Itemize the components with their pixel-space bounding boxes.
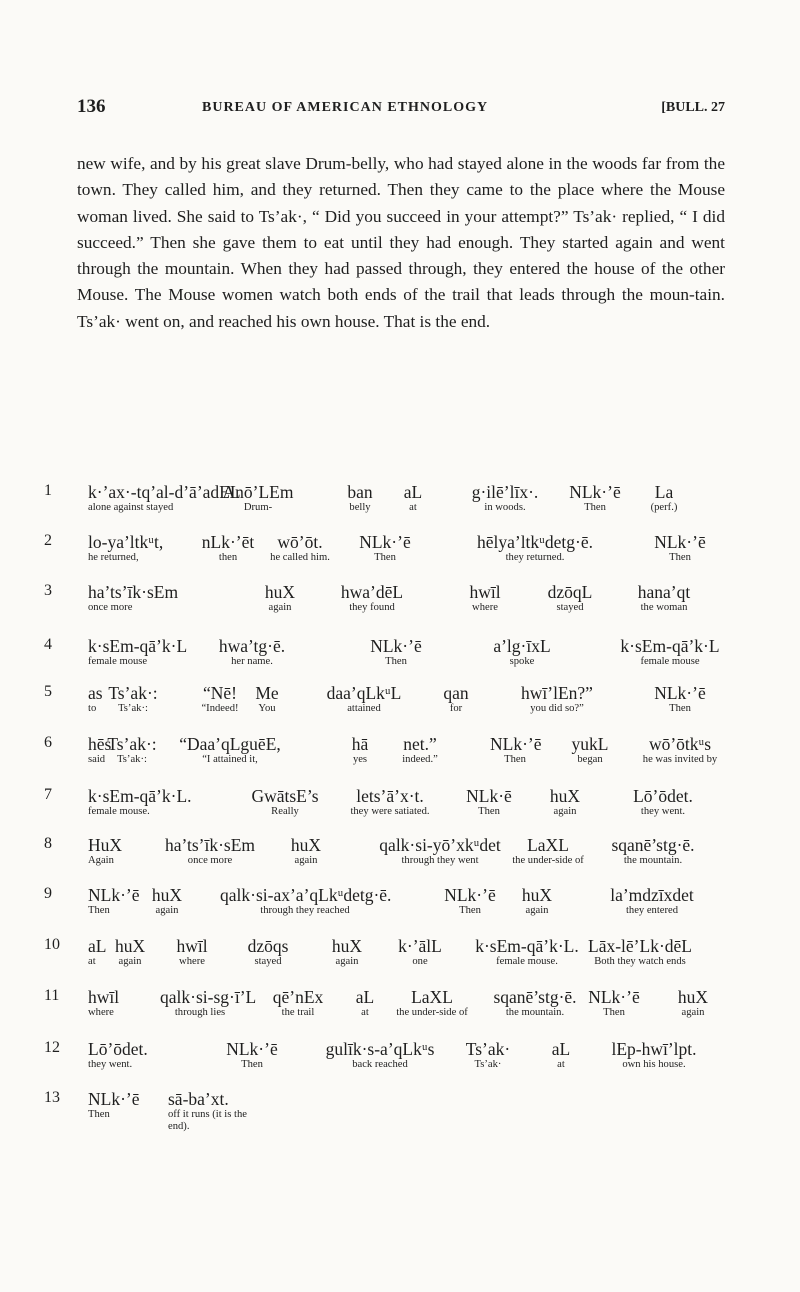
english-gloss: indeed.” xyxy=(402,754,438,765)
native-word: qalk·si-ax’a’qLkᵘdetg·ē. xyxy=(220,885,392,905)
english-gloss: Then xyxy=(241,1059,263,1070)
native-word: huX xyxy=(331,936,363,956)
english-gloss: the mountain. xyxy=(623,855,683,866)
word-pair xyxy=(350,987,380,1019)
word-pair xyxy=(286,835,326,867)
english-gloss: again xyxy=(268,602,292,613)
native-word: dzōqL xyxy=(547,582,593,602)
english-gloss: through they went xyxy=(401,855,479,866)
native-word: gulīk·s-a’qLkᵘs xyxy=(325,1039,435,1059)
native-word: as xyxy=(88,683,103,703)
native-word: qalk·si-yō’xkᵘdet xyxy=(379,835,501,855)
native-word: NLk·’ē xyxy=(226,1039,278,1059)
english-gloss: female mouse xyxy=(640,656,700,667)
english-gloss: then xyxy=(218,552,238,563)
native-word: aL xyxy=(403,482,423,502)
word-pair xyxy=(440,885,500,917)
english-gloss: Ts’ak·: xyxy=(117,754,147,765)
word-pair xyxy=(565,734,615,766)
native-word: NLk·’ē xyxy=(359,532,411,552)
word-pair xyxy=(603,835,703,867)
english-gloss: her name. xyxy=(231,656,273,667)
word-pair xyxy=(398,482,428,514)
english-gloss: one xyxy=(412,956,428,967)
english-gloss: Then xyxy=(88,905,110,916)
english-gloss: in woods. xyxy=(484,502,526,513)
native-word: hēlya’ltkᵘdetg·ē. xyxy=(476,532,594,552)
native-word: k·sEm-qā’k·L. xyxy=(88,786,192,806)
word-pair xyxy=(467,936,587,968)
word-pair xyxy=(395,987,470,1019)
word-pair xyxy=(482,636,562,668)
native-word: huX xyxy=(290,835,322,855)
word-pair xyxy=(345,786,435,818)
english-gloss: the mountain. xyxy=(505,1007,565,1018)
native-word: hwa’tg·ē. xyxy=(218,636,286,656)
native-word: k·’ālL xyxy=(398,936,442,956)
english-gloss: own his house. xyxy=(622,1059,686,1070)
native-word: Anō’LEm xyxy=(222,482,294,502)
word-pair xyxy=(115,936,145,968)
native-word: aL xyxy=(551,1039,571,1059)
native-word: HuX xyxy=(88,835,123,855)
word-pair xyxy=(155,835,265,867)
english-gloss: he called him. xyxy=(270,552,330,563)
native-word: Ts’ak· xyxy=(465,1039,511,1059)
word-pair xyxy=(88,987,119,1019)
word-pair xyxy=(450,482,560,514)
native-word: hana’qt xyxy=(637,582,691,602)
native-word: huX xyxy=(115,936,146,956)
word-pair xyxy=(460,582,510,614)
running-title: BUREAU OF AMERICAN ETHNOLOGY xyxy=(202,100,489,115)
line-number: 1 xyxy=(44,482,52,499)
word-pair xyxy=(172,936,212,968)
word-pair xyxy=(88,532,163,564)
page-number: 136 xyxy=(77,96,106,117)
line-number: 5 xyxy=(44,683,52,700)
english-gloss: at xyxy=(88,956,96,967)
line-number: 10 xyxy=(44,936,60,953)
english-gloss: alone against stayed xyxy=(88,502,174,513)
native-word: lEp-hwī’lpt. xyxy=(611,1039,697,1059)
word-pair xyxy=(160,987,257,1019)
english-gloss: at xyxy=(557,1059,565,1070)
native-word: ban xyxy=(347,482,373,502)
line-number: 11 xyxy=(44,987,60,1004)
word-pair xyxy=(624,582,704,614)
word-pair xyxy=(170,734,290,766)
word-pair xyxy=(88,786,192,818)
english-gloss: attained xyxy=(347,703,381,714)
english-gloss: once more xyxy=(187,855,233,866)
native-word: net.” xyxy=(403,734,437,754)
english-gloss: female mouse. xyxy=(496,956,558,967)
line-number: 3 xyxy=(44,582,52,599)
word-pair xyxy=(460,532,610,564)
native-word: NLk·ē xyxy=(466,786,512,806)
english-gloss: at xyxy=(409,502,417,513)
word-pair xyxy=(463,1039,513,1071)
native-word: “Nē! xyxy=(202,683,237,703)
english-gloss: for xyxy=(449,703,463,714)
native-word: LaXL xyxy=(411,987,453,1007)
native-word: NLk·’ē xyxy=(490,734,542,754)
native-word: g·ilē’līx·. xyxy=(471,482,539,502)
english-gloss: belly xyxy=(349,502,371,513)
english-translation-paragraph: new wife, and by his great slave Drum-belly, who had stayed alone in the woods far from the town. They called him, and they returned. Then they came to the place where the Mouse woman lived. She said to Ts’ak·, “ Did you succeed in your attempt?” Ts’ak· replied, “ I did succeed.” Then she gave them to eat until they had enough. They started again and went through the mountain. When they had passed through, they entered the house of the other Mouse. The Mouse women watch both ends of the trail that leads through the moun-tain. Ts’ak· went on, and reached his own house. That is the end. xyxy=(77,154,725,331)
english-gloss: Again xyxy=(88,855,114,866)
word-pair xyxy=(190,683,250,715)
english-gloss: Then xyxy=(88,1109,110,1120)
word-pair xyxy=(602,885,702,917)
english-gloss: (perf.) xyxy=(650,502,678,513)
english-gloss: they went. xyxy=(88,1059,133,1070)
english-gloss: at xyxy=(361,1007,369,1018)
word-pair xyxy=(97,734,167,766)
word-pair xyxy=(668,987,718,1019)
english-gloss: the under-side of xyxy=(396,1007,468,1018)
word-pair xyxy=(88,885,140,917)
native-word: ha’ts’īk·sEm xyxy=(88,582,179,602)
native-word: k·sEm-qā’k·L. xyxy=(475,936,579,956)
word-pair xyxy=(366,636,426,668)
english-gloss: Then xyxy=(478,806,500,817)
english-gloss: where xyxy=(472,602,498,613)
english-gloss: they went. xyxy=(640,806,686,817)
native-word: Lāx-lē’Lk·dēL xyxy=(588,936,692,956)
word-pair xyxy=(490,734,540,766)
native-word: huX xyxy=(677,987,709,1007)
english-gloss: again xyxy=(525,905,549,916)
word-pair xyxy=(395,936,445,968)
english-gloss: Then xyxy=(584,502,606,513)
word-pair xyxy=(650,532,710,564)
word-pair xyxy=(599,1039,709,1071)
native-word: NLk·’ē xyxy=(444,885,496,905)
english-gloss: female mouse xyxy=(88,656,148,667)
native-word: huX xyxy=(264,582,296,602)
word-pair xyxy=(245,786,325,818)
native-word: sqanē’stg·ē. xyxy=(611,835,695,855)
native-word: daa’qLkᵘL xyxy=(326,683,402,703)
native-word: qalk·si-sg·ī’L xyxy=(160,987,257,1007)
english-gloss: You xyxy=(258,703,276,714)
english-gloss: yes xyxy=(352,754,368,765)
word-pair xyxy=(243,936,293,968)
word-pair xyxy=(315,1039,445,1071)
english-gloss: “Indeed! xyxy=(201,703,239,714)
native-word: la’mdzīxdet xyxy=(610,885,694,905)
english-gloss: again xyxy=(118,956,142,967)
english-gloss: stayed xyxy=(254,956,282,967)
native-word: ha’ts’īk·sEm xyxy=(164,835,256,855)
word-pair xyxy=(260,582,300,614)
word-pair xyxy=(88,1089,140,1121)
english-gloss: again xyxy=(335,956,359,967)
english-gloss: they were satiated. xyxy=(350,806,430,817)
native-word: yukL xyxy=(571,734,609,754)
native-word: lo-ya’ltkᵘt, xyxy=(88,532,164,552)
word-pair xyxy=(508,835,588,867)
english-gloss: Ts’ak·: xyxy=(118,703,148,714)
english-gloss: Both they watch ends xyxy=(594,956,686,967)
english-gloss: they entered xyxy=(625,905,679,916)
word-pair xyxy=(213,482,303,514)
native-word: NLk·’ē xyxy=(88,885,140,905)
word-pair xyxy=(640,734,720,766)
word-pair xyxy=(546,1039,576,1071)
english-gloss: you did so?” xyxy=(530,703,584,714)
english-gloss: they returned. xyxy=(505,552,565,563)
word-pair xyxy=(88,582,178,614)
word-pair xyxy=(580,936,700,968)
line-number: 12 xyxy=(44,1039,60,1056)
english-gloss: stayed xyxy=(556,602,584,613)
line-number: 8 xyxy=(44,835,52,852)
native-word: wō’ōt. xyxy=(277,532,323,552)
native-word: hēs xyxy=(88,734,112,754)
native-word: k·’ax·-tq’al-d’ā’adEL xyxy=(88,482,241,502)
word-pair xyxy=(340,734,380,766)
word-pair xyxy=(545,786,585,818)
english-gloss: again xyxy=(553,806,577,817)
native-word: hwī’lEn?” xyxy=(521,683,593,703)
native-word: NLk·’ē xyxy=(654,532,706,552)
word-pair xyxy=(168,1089,258,1133)
word-pair xyxy=(335,482,385,514)
native-word: hwīl xyxy=(176,936,208,956)
word-pair xyxy=(644,482,684,514)
word-pair xyxy=(314,683,414,715)
native-word: huX xyxy=(549,786,581,806)
page-header xyxy=(77,96,725,124)
word-pair xyxy=(502,683,612,715)
native-word: La xyxy=(654,482,674,502)
native-word: hā xyxy=(351,734,369,754)
word-pair xyxy=(355,532,415,564)
word-pair xyxy=(207,636,297,668)
english-gloss: again xyxy=(681,1007,705,1018)
line-number: 2 xyxy=(44,532,52,549)
english-gloss: Then xyxy=(385,656,407,667)
line-number: 6 xyxy=(44,734,52,751)
english-gloss: they found xyxy=(349,602,395,613)
word-pair xyxy=(198,532,258,564)
english-gloss: Drum- xyxy=(243,502,273,513)
native-word: dzōqs xyxy=(247,936,289,956)
english-gloss: Really xyxy=(271,806,299,817)
english-gloss: he was invited by xyxy=(642,754,718,765)
native-word: sqanē’stg·ē. xyxy=(493,987,577,1007)
english-gloss: he returned, xyxy=(88,552,139,563)
english-gloss: off it runs (it is the end). xyxy=(168,1109,247,1132)
word-pair xyxy=(88,683,103,715)
english-gloss: said xyxy=(88,754,106,765)
word-pair xyxy=(390,734,450,766)
english-gloss: where xyxy=(179,956,205,967)
native-word: k·sEm-qā’k·L xyxy=(88,636,188,656)
word-pair xyxy=(327,936,367,968)
english-gloss: where xyxy=(88,1007,114,1018)
native-word: qē’nEx xyxy=(272,987,324,1007)
english-gloss: again xyxy=(294,855,318,866)
word-pair xyxy=(615,636,725,668)
word-pair xyxy=(88,936,106,968)
native-word: lets’ā’x·t. xyxy=(356,786,424,806)
line-number: 4 xyxy=(44,636,52,653)
word-pair xyxy=(220,885,390,917)
english-gloss: spoke xyxy=(509,656,535,667)
word-pair xyxy=(317,582,427,614)
line-number: 7 xyxy=(44,786,52,803)
native-word: NLk·’ē xyxy=(654,683,706,703)
native-word: hwa’dēL xyxy=(340,582,404,602)
word-pair xyxy=(88,1039,148,1071)
english-gloss: began xyxy=(577,754,603,765)
native-word: Ts’ak·: xyxy=(107,734,157,754)
english-gloss: Then xyxy=(669,703,691,714)
english-gloss: Then xyxy=(504,754,526,765)
native-word: “Daa’qLguēE, xyxy=(179,734,281,754)
word-pair xyxy=(436,683,476,715)
word-pair xyxy=(480,987,590,1019)
english-gloss: “I attained it, xyxy=(202,754,258,765)
english-gloss: again xyxy=(155,905,179,916)
english-gloss: female mouse. xyxy=(88,806,150,817)
english-gloss: Then xyxy=(459,905,481,916)
native-word: Ts’ak·: xyxy=(108,683,158,703)
word-pair xyxy=(459,786,519,818)
native-word: Me xyxy=(255,683,279,703)
native-word: wō’ōtkᵘs xyxy=(648,734,712,754)
native-word: hwīl xyxy=(469,582,501,602)
native-word: huX xyxy=(151,885,183,905)
native-word: qan xyxy=(443,683,469,703)
english-gloss: the trail xyxy=(281,1007,315,1018)
english-gloss: Ts’ak· xyxy=(474,1059,502,1070)
word-pair xyxy=(568,482,623,514)
native-word: NLk·’ē xyxy=(370,636,422,656)
word-pair xyxy=(517,885,557,917)
word-pair xyxy=(247,683,287,715)
english-gloss: through they reached xyxy=(260,905,350,916)
native-word: LaXL xyxy=(527,835,569,855)
word-pair xyxy=(360,835,520,867)
word-pair xyxy=(540,582,600,614)
native-word: NLk·’ē xyxy=(569,482,621,502)
line-number: 13 xyxy=(44,1089,60,1106)
line-number: 9 xyxy=(44,885,52,902)
word-pair xyxy=(147,885,187,917)
word-pair xyxy=(103,683,163,715)
native-word: GwātsE’s xyxy=(251,786,319,806)
english-gloss: Then xyxy=(603,1007,625,1018)
native-word: sā-ba’xt. xyxy=(168,1089,229,1109)
native-word: Lō’ōdet. xyxy=(88,1039,148,1059)
native-word: NLk·’ē xyxy=(88,1089,140,1109)
word-pair xyxy=(263,987,333,1019)
native-word: k·sEm-qā’k·L xyxy=(620,636,720,656)
word-pair xyxy=(650,683,710,715)
native-word: aL xyxy=(355,987,375,1007)
native-word: NLk·’ē xyxy=(588,987,640,1007)
english-gloss: through lies xyxy=(174,1007,226,1018)
word-pair xyxy=(222,1039,282,1071)
native-word: a’lg·īxL xyxy=(493,636,551,656)
native-word: Lō’ōdet. xyxy=(633,786,693,806)
word-pair xyxy=(584,987,644,1019)
english-gloss: Then xyxy=(374,552,396,563)
english-gloss: back reached xyxy=(352,1059,408,1070)
native-word: aL xyxy=(88,936,107,956)
english-gloss: the woman xyxy=(640,602,688,613)
word-pair xyxy=(623,786,703,818)
bulletin-number: [BULL. 27 xyxy=(661,100,725,115)
english-gloss: once more xyxy=(88,602,133,613)
native-word: nLk·’ēt xyxy=(201,532,255,552)
english-gloss: the under-side of xyxy=(512,855,584,866)
native-word: huX xyxy=(521,885,553,905)
word-pair xyxy=(88,835,122,867)
word-pair xyxy=(88,636,187,668)
word-pair xyxy=(265,532,335,564)
english-gloss: Then xyxy=(669,552,691,563)
english-gloss: to xyxy=(88,703,97,714)
native-word: hwīl xyxy=(88,987,120,1007)
